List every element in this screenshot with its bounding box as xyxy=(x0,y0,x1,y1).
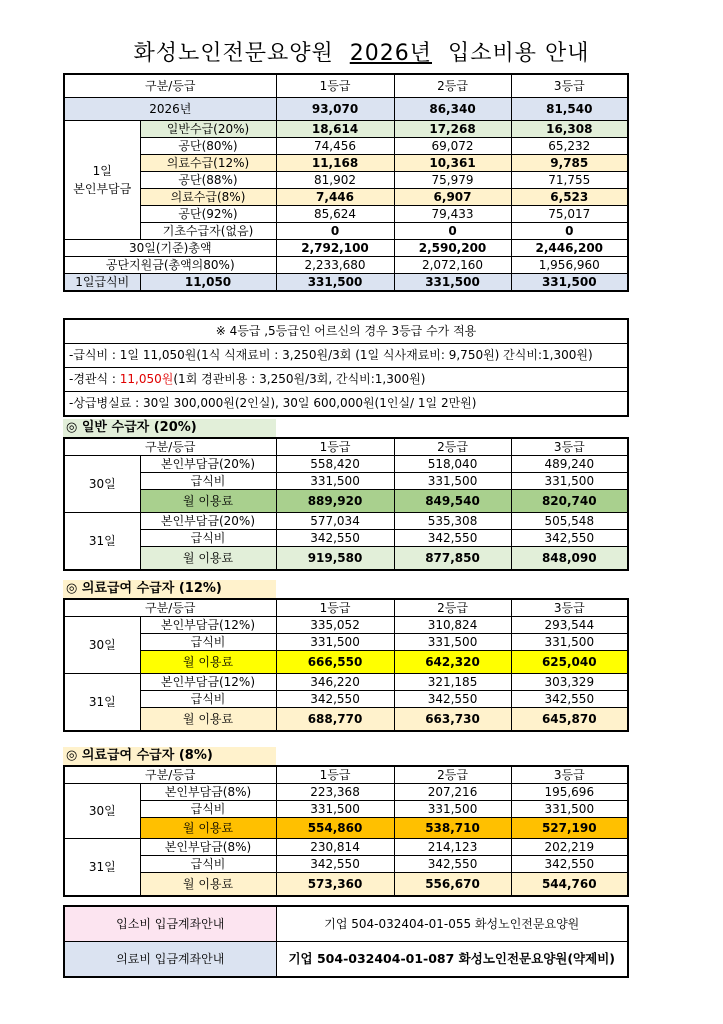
note-line: -급식비 : 1일 11,050원(1식 식재료비 : 3,250원/3회 (1일 식사재료비: 9,750원) 간식비:1,300원) xyxy=(65,343,627,367)
support-value: 1,956,960 xyxy=(511,257,628,274)
monthly-value: 573,360 xyxy=(276,873,394,897)
cell-value: 195,696 xyxy=(511,784,628,801)
monthly-value: 538,710 xyxy=(394,818,511,839)
copay-row xyxy=(64,155,628,172)
total-value: 2,446,200 xyxy=(511,240,628,257)
cell-value: 331,500 xyxy=(511,634,628,651)
meal-value: 331,500 xyxy=(276,274,394,292)
total-label: 30일(기준)총액 xyxy=(64,240,276,257)
total-value: 2,590,200 xyxy=(394,240,511,257)
row-label: 월 이용료 xyxy=(140,547,276,571)
table-row xyxy=(64,513,628,530)
copay-value: 79,433 xyxy=(394,206,511,223)
note-line xyxy=(65,367,627,391)
copay-value: 71,755 xyxy=(511,172,628,189)
monthly-value: 554,860 xyxy=(276,818,394,839)
row-label: 월 이용료 xyxy=(140,818,276,839)
bank-info-table xyxy=(63,905,629,978)
days-label: 30일 xyxy=(64,784,140,839)
header-label: 구분/등급 xyxy=(64,766,276,784)
cell-value: 535,308 xyxy=(394,513,511,530)
cell-value: 207,216 xyxy=(394,784,511,801)
monthly-value: 556,670 xyxy=(394,873,511,897)
cell-value: 223,368 xyxy=(276,784,394,801)
grade-1-header: 1등급 xyxy=(276,74,394,98)
note-line: -상급병실료 : 30일 300,000원(2인실), 30일 600,000원(1인실/ 1일 2만원) xyxy=(65,391,627,415)
copay-value: 6,523 xyxy=(511,189,628,206)
support-label: 공단지원금(총액의80%) xyxy=(64,257,276,274)
general-fee-table xyxy=(63,437,629,571)
cell-value: 342,550 xyxy=(394,856,511,873)
cell-value: 293,544 xyxy=(511,617,628,634)
cell-value: 230,814 xyxy=(276,839,394,856)
monthly-value: 889,920 xyxy=(276,490,394,513)
copay-label: 의료수급(12%) xyxy=(140,155,276,172)
table-row xyxy=(64,856,628,873)
note-prefix: -경관식 : xyxy=(69,372,120,386)
grade-header: 3등급 xyxy=(511,438,628,456)
bank-row-medical xyxy=(64,942,628,978)
copay-group-label xyxy=(64,121,140,240)
table-row xyxy=(64,691,628,708)
monthly-value: 544,760 xyxy=(511,873,628,897)
row-label: 급식비 xyxy=(140,691,276,708)
row-label: 본인부담금(8%) xyxy=(140,784,276,801)
copay-value: 0 xyxy=(394,223,511,240)
bank-account-medical: 기업 504-032404-01-087 화성노인전문요양원(약제비) xyxy=(276,942,628,978)
row-label: 급식비 xyxy=(140,473,276,490)
copay-value: 10,361 xyxy=(394,155,511,172)
copay-label: 공단(80%) xyxy=(140,138,276,155)
note-suffix: (1회 경관비용 : 3,250원/3회, 간식비:1,300원) xyxy=(173,372,426,386)
section-title-medical-8: ◎ 의료급여 수급자 (8%) xyxy=(63,747,276,765)
cell-value: 342,550 xyxy=(511,530,628,547)
title-year: 2026년 xyxy=(349,41,432,66)
cell-value: 342,550 xyxy=(511,856,628,873)
header-label: 구분/등급 xyxy=(64,438,276,456)
table-row xyxy=(64,456,628,473)
row-label: 급식비 xyxy=(140,530,276,547)
cell-value: 214,123 xyxy=(394,839,511,856)
monthly-row xyxy=(64,490,628,513)
page-title xyxy=(0,36,723,67)
medical-12-fee-table xyxy=(63,598,629,732)
copay-value: 75,017 xyxy=(511,206,628,223)
copay-value: 9,785 xyxy=(511,155,628,172)
copay-group-label-line1: 1일 xyxy=(92,164,112,178)
cell-value: 577,034 xyxy=(276,513,394,530)
cell-value: 342,550 xyxy=(276,856,394,873)
cell-value: 505,548 xyxy=(511,513,628,530)
cell-value: 331,500 xyxy=(394,801,511,818)
summary-header-row xyxy=(64,74,628,98)
copay-value: 85,624 xyxy=(276,206,394,223)
base-fee-value: 86,340 xyxy=(394,98,511,121)
table-header-row xyxy=(64,599,628,617)
medical-8-fee-table xyxy=(63,765,629,897)
bank-row-admission xyxy=(64,906,628,942)
copay-row xyxy=(64,121,628,138)
days-label: 30일 xyxy=(64,456,140,513)
copay-label: 기초수급자(없음) xyxy=(140,223,276,240)
title-prefix: 화성노인전문요양원 xyxy=(133,41,334,66)
monthly-value: 625,040 xyxy=(511,651,628,674)
total-value: 2,792,100 xyxy=(276,240,394,257)
copay-value: 16,308 xyxy=(511,121,628,138)
copay-group-label-line2: 본인부담금 xyxy=(73,182,132,196)
meal-daily: 11,050 xyxy=(140,274,276,292)
grade-header: 1등급 xyxy=(276,766,394,784)
cell-value: 202,219 xyxy=(511,839,628,856)
notes-box xyxy=(63,318,629,417)
row-label: 월 이용료 xyxy=(140,651,276,674)
row-label: 본인부담금(20%) xyxy=(140,513,276,530)
cell-value: 331,500 xyxy=(394,634,511,651)
row-label: 본인부담금(12%) xyxy=(140,617,276,634)
monthly-value: 820,740 xyxy=(511,490,628,513)
cell-value: 342,550 xyxy=(394,530,511,547)
grade-header: 2등급 xyxy=(394,766,511,784)
monthly-value: 666,550 xyxy=(276,651,394,674)
copay-value: 18,614 xyxy=(276,121,394,138)
meal-value: 331,500 xyxy=(511,274,628,292)
table-row xyxy=(64,473,628,490)
table-row xyxy=(64,617,628,634)
note-line: ※ 4등급 ,5등급인 어르신의 경우 3등급 수가 적용 xyxy=(215,324,477,338)
table-row xyxy=(64,801,628,818)
monthly-row xyxy=(64,547,628,571)
cell-value: 331,500 xyxy=(511,473,628,490)
grade-header: 2등급 xyxy=(394,438,511,456)
copay-label: 의료수급(8%) xyxy=(140,189,276,206)
days-label: 30일 xyxy=(64,617,140,674)
title-suffix: 입소비용 안내 xyxy=(448,41,590,66)
row-label: 월 이용료 xyxy=(140,708,276,732)
row-label: 급식비 xyxy=(140,634,276,651)
grade-header: 3등급 xyxy=(511,599,628,617)
cell-value: 346,220 xyxy=(276,674,394,691)
section-title-general: ◎ 일반 수급자 (20%) xyxy=(63,419,276,437)
base-fee-row xyxy=(64,98,628,121)
cell-value: 331,500 xyxy=(276,473,394,490)
bank-label-medical: 의료비 입금계좌안내 xyxy=(64,942,276,978)
copay-value: 0 xyxy=(276,223,394,240)
grade-header: 1등급 xyxy=(276,599,394,617)
row-label: 본인부담금(8%) xyxy=(140,839,276,856)
row-label: 월 이용료 xyxy=(140,873,276,897)
copay-value: 75,979 xyxy=(394,172,511,189)
cell-value: 342,550 xyxy=(511,691,628,708)
cell-value: 310,824 xyxy=(394,617,511,634)
row-label: 본인부담금(20%) xyxy=(140,456,276,473)
table-header-row xyxy=(64,438,628,456)
bank-label-admission: 입소비 입금계좌안내 xyxy=(64,906,276,942)
monthly-value: 849,540 xyxy=(394,490,511,513)
copay-label: 공단(92%) xyxy=(140,206,276,223)
table-row xyxy=(64,530,628,547)
days-label: 31일 xyxy=(64,674,140,732)
section-title-medical-12: ◎ 의료급여 수급자 (12%) xyxy=(63,580,276,598)
cell-value: 342,550 xyxy=(276,530,394,547)
grade-header: 2등급 xyxy=(394,599,511,617)
cell-value: 331,500 xyxy=(394,473,511,490)
summary-table xyxy=(63,73,629,292)
row-label: 급식비 xyxy=(140,856,276,873)
monthly-row xyxy=(64,651,628,674)
support-value: 2,072,160 xyxy=(394,257,511,274)
copay-value: 6,907 xyxy=(394,189,511,206)
copay-row xyxy=(64,223,628,240)
base-fee-value: 81,540 xyxy=(511,98,628,121)
header-label: 구분/등급 xyxy=(64,599,276,617)
copay-value: 11,168 xyxy=(276,155,394,172)
cell-value: 342,550 xyxy=(394,691,511,708)
base-fee-label: 2026년 xyxy=(64,98,276,121)
copay-value: 7,446 xyxy=(276,189,394,206)
copay-row xyxy=(64,189,628,206)
cell-value: 321,185 xyxy=(394,674,511,691)
table-row xyxy=(64,634,628,651)
row-label: 본인부담금(12%) xyxy=(140,674,276,691)
days-label: 31일 xyxy=(64,839,140,897)
copay-row xyxy=(64,206,628,223)
cell-value: 489,240 xyxy=(511,456,628,473)
cell-value: 342,550 xyxy=(276,691,394,708)
monthly-value: 848,090 xyxy=(511,547,628,571)
monthly-value: 642,320 xyxy=(394,651,511,674)
grade-header: 1등급 xyxy=(276,438,394,456)
monthly-value: 527,190 xyxy=(511,818,628,839)
cell-value: 331,500 xyxy=(276,801,394,818)
days-label: 31일 xyxy=(64,513,140,571)
support-value: 2,233,680 xyxy=(276,257,394,274)
monthly-value: 919,580 xyxy=(276,547,394,571)
grade-2-header: 2등급 xyxy=(394,74,511,98)
summary-header-label: 구분/등급 xyxy=(64,74,276,98)
monthly-row xyxy=(64,708,628,732)
cell-value: 518,040 xyxy=(394,456,511,473)
table-header-row xyxy=(64,766,628,784)
copay-row xyxy=(64,138,628,155)
monthly-value: 688,770 xyxy=(276,708,394,732)
cell-value: 335,052 xyxy=(276,617,394,634)
base-fee-value: 93,070 xyxy=(276,98,394,121)
meal-value: 331,500 xyxy=(394,274,511,292)
support-row xyxy=(64,257,628,274)
monthly-row xyxy=(64,873,628,897)
table-row xyxy=(64,674,628,691)
copay-value: 81,902 xyxy=(276,172,394,189)
cell-value: 303,329 xyxy=(511,674,628,691)
grade-3-header: 3등급 xyxy=(511,74,628,98)
bank-account-admission: 기업 504-032404-01-055 화성노인전문요양원 xyxy=(276,906,628,942)
copay-value: 65,232 xyxy=(511,138,628,155)
monthly-value: 877,850 xyxy=(394,547,511,571)
table-row xyxy=(64,839,628,856)
copay-row xyxy=(64,172,628,189)
copay-label: 일반수급(20%) xyxy=(140,121,276,138)
copay-value: 0 xyxy=(511,223,628,240)
monthly-value: 645,870 xyxy=(511,708,628,732)
cell-value: 558,420 xyxy=(276,456,394,473)
copay-label: 공단(88%) xyxy=(140,172,276,189)
copay-value: 69,072 xyxy=(394,138,511,155)
row-label: 급식비 xyxy=(140,801,276,818)
copay-value: 74,456 xyxy=(276,138,394,155)
cell-value: 331,500 xyxy=(511,801,628,818)
cell-value: 331,500 xyxy=(276,634,394,651)
grade-header: 3등급 xyxy=(511,766,628,784)
total-row xyxy=(64,240,628,257)
monthly-value: 663,730 xyxy=(394,708,511,732)
meal-label: 1일급식비 xyxy=(64,274,140,292)
meal-row xyxy=(64,274,628,292)
row-label: 월 이용료 xyxy=(140,490,276,513)
note-highlight: 11,050원 xyxy=(119,372,174,386)
copay-value: 17,268 xyxy=(394,121,511,138)
monthly-row xyxy=(64,818,628,839)
table-row xyxy=(64,784,628,801)
